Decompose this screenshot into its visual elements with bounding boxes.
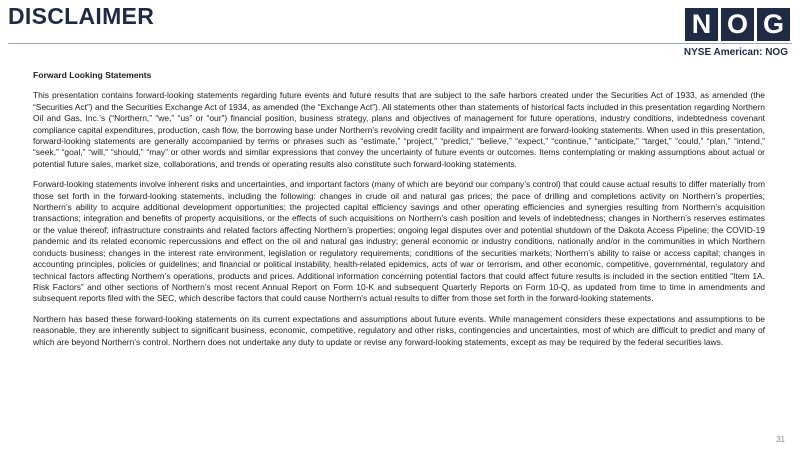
paragraph-1: This presentation contains forward-looking statements regarding future events and future results that are subject to the safe harbors created under the Securities Act of 1933, as amended (the “Securities Act”) and the Securities Exchange Act of 1934, as amended (the “Exchange Act”). All statements other than statements of historical facts included in this presentation regarding Northern Oil and Gas, Inc.’s (“Northern,” “we,” “us” or “our”) financial position, business strategy, plans and objectives of management for future operations, industry conditions, indebtedness covenant compliance capital expenditures, production, cash flow, the borrowing base under Northern’s revolving credit facility and impairment are forward-looking statements. When used in this presentation, forward-looking statements are generally accompanied by terms or phrases such as “estimate,” “project,” “predict,” “believe,” “expect,” “continue,” “anticipate,” “target,” “could,” “plan,” “intend,” “seek,” “goal,” “will,” “should,” “may” or other words and similar expressions that convey the uncertainty of future events or outcomes. Items contemplating or making assumptions about actual or potential future sales, market size, collaborations, and trends or operating results also constitute such forward-looking statements.: [33, 90, 765, 169]
page-number: 31: [776, 435, 785, 444]
section-heading: Forward Looking Statements: [33, 70, 152, 80]
paragraph-3: Northern has based these forward-looking statements on its current expectations and assumptions about future events. While management considers these expectations and assumptions to be reasonable, they are inherently subject to significant business, economic, competitive, regulatory and other risks, contingencies and uncertainties, most of which are difficult to predict and many of which are beyond Northern’s control. Northern does not undertake any duty to update or revise any forward-looking statements, except as may be required by the federal securities laws.: [33, 313, 765, 347]
paragraph-2: Forward-looking statements involve inherent risks and uncertainties, and important factors (many of which are beyond our company’s control) that could cause actual results to differ materially from those set forth in the forward-looking statements, including the following: changes in crude oil and natural gas prices; the pace of drilling and completions activity on Northern’s properties; Northern’s ability to acquire additional development opportunities; the projected capital efficiency savings and other operating efficiencies and synergies resulting from Northern’s acquisition transactions; integration and benefits of property acquisitions, or the effects of such acquisitions on Northern’s cash position and levels of indebtedness; changes in Northern’s reserves estimates or the value thereof; infrastructure constraints and related factors affecting Northern’s properties; ongoing legal disputes over and potential shutdown of the Dakota Access Pipeline; the COVID-19 pandemic and its related economic repercussions and effect on the oil and natural gas industry; general economic or industry conditions, nationally and/or in the communities in which Northern conducts business; changes in the interest rate environment, legislation or regulatory requirements; conditions of the securities markets; Northern’s ability to raise or access capital; changes in accounting principles, policies or guidelines; and financial or political instability, health-related epidemics, acts of war or terrorism, and other economic, competitive, governmental, regulatory and technical factors affecting Northern’s operations, products and prices. Additional information concerning potential factors that could affect future results is included in the section entitled “Item 1A. Risk Factors” and other sections of Northern’s most recent Annual Report on Form 10-K and subsequent Quarterly Reports on Form 10-Q, as updated from time to time in amendments and subsequent reports filed with the SEC, which describe factors that could cause Northern’s actual results to differ from those set forth in the forward-looking statements.: [33, 179, 765, 304]
page-title: DISCLAIMER: [8, 3, 155, 29]
header-divider: [8, 43, 792, 44]
logo-letter-o: O: [721, 8, 754, 41]
nog-logo: [685, 8, 790, 41]
logo-letter-n: N: [685, 8, 718, 41]
logo-letter-g: G: [757, 8, 790, 41]
exchange-listing: NYSE American: NOG: [683, 47, 788, 58]
disclaimer-body: [33, 70, 765, 357]
